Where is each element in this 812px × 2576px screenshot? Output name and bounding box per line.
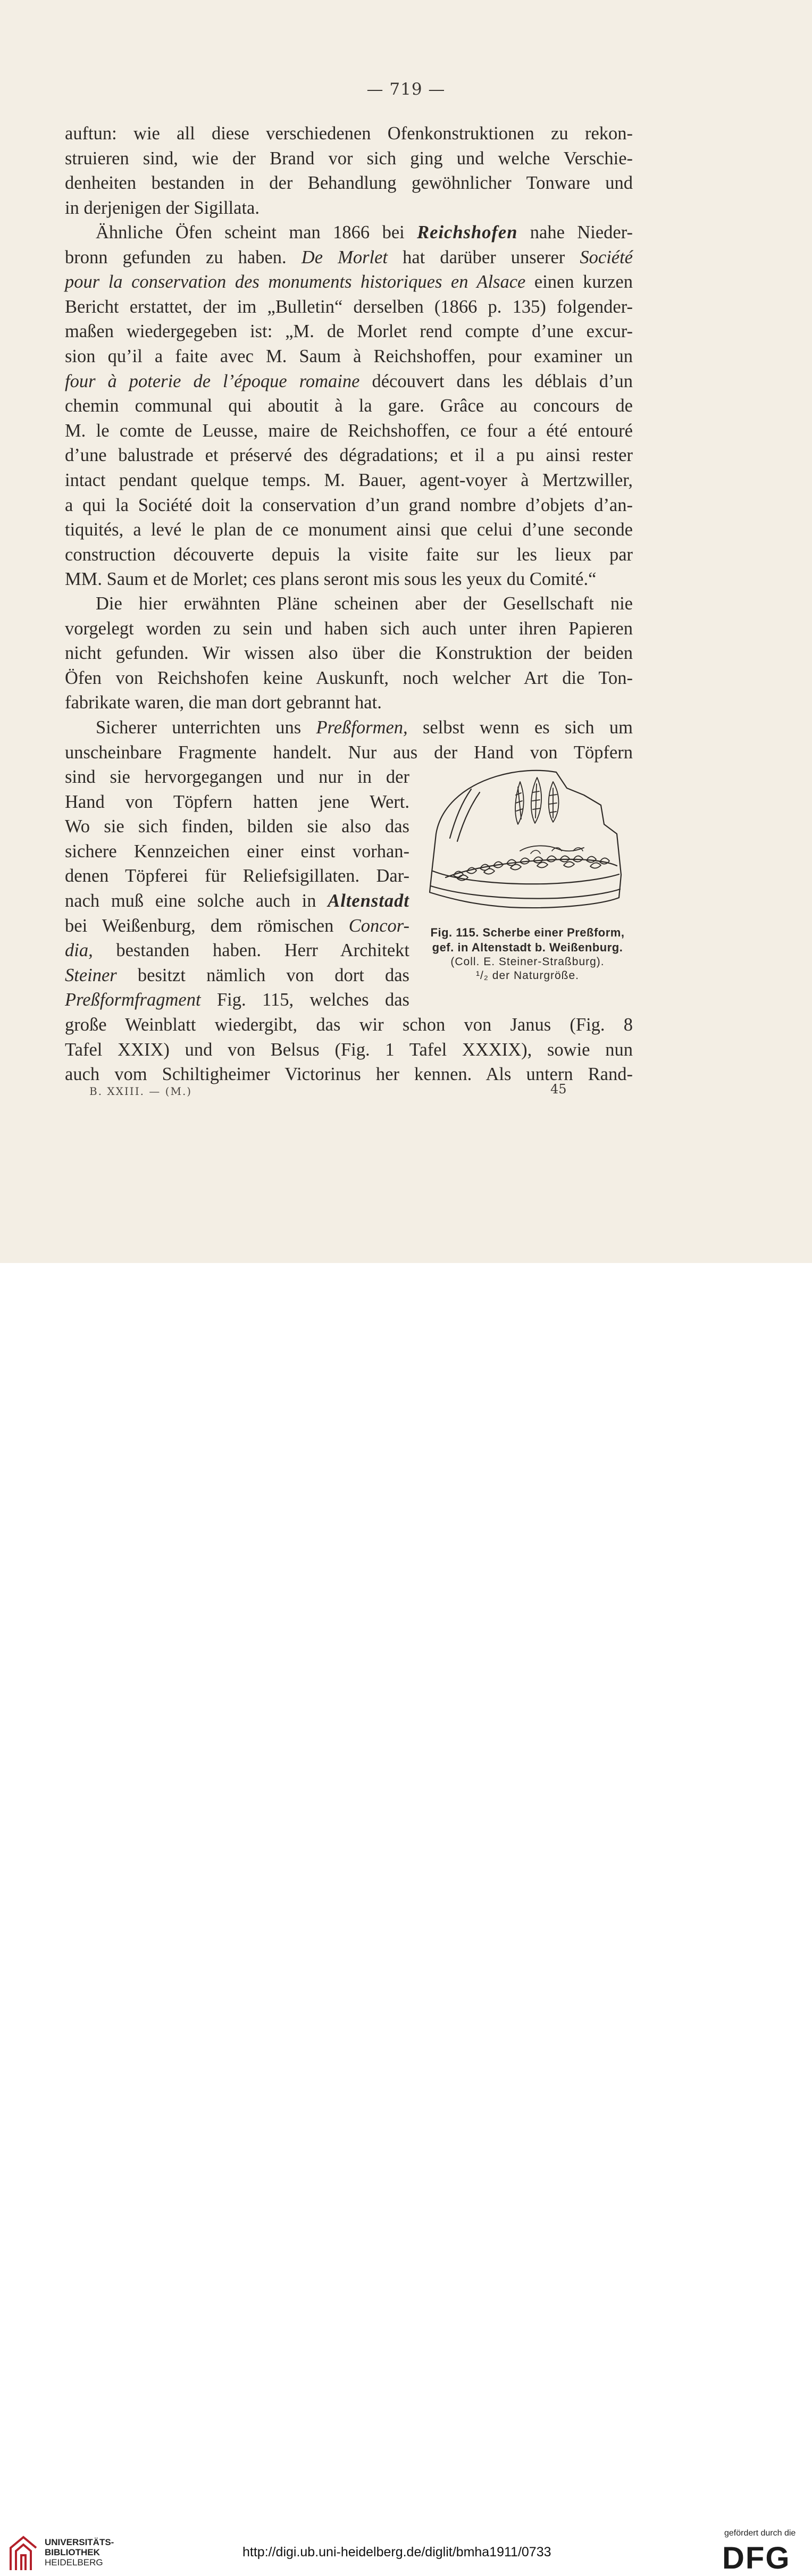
press-mould-fragment-illustration: [424, 766, 632, 933]
text-line: Hand von Töpfern hatten jene Wert.: [65, 791, 409, 812]
text-line: sind sie hervorgegangen und nur in der: [65, 767, 409, 787]
text-line: bei Weißenburg, dem römischen Concor-: [65, 915, 409, 936]
text-line: construction découverte depuis la visite faite sur les lieux par: [65, 544, 633, 565]
text-line: d’une balustrade et préservé des dégradations; et il a pu ainsi rester: [65, 445, 633, 466]
sheet-number: 45: [550, 1082, 567, 1097]
permalink-url[interactable]: http://digi.ub.uni-heidelberg.de/diglit/bmha1911/0733: [242, 2545, 551, 2560]
text-line: tiquités, a levé le plan de ce monument ainsi que celui d’une seconde: [65, 520, 633, 540]
paragraph-4-end: [65, 1013, 633, 1087]
library-logo-icon: [7, 2533, 40, 2572]
paragraph-2: [65, 220, 633, 592]
text-line: vorgelegt worden zu sein und haben sich auch unter ihren Papieren: [65, 618, 633, 639]
text-line: a qui la Société doit la conservation d’un grand nombre d’objets d’an-: [65, 495, 633, 515]
text-line: Öfen von Reichshofen keine Auskunft, noch welcher Art die Ton-: [65, 667, 633, 688]
text-line: sion qu’il a faite avec M. Saum à Reichshoffen, pour examiner un: [65, 346, 633, 366]
text-line: chemin communal qui aboutit à la gare. Grâce au concours de: [65, 396, 633, 416]
paragraph-4: [65, 715, 633, 765]
text-line: Ähnliche Öfen scheint man 1866 bei Reichshofen nahe Nieder-: [96, 222, 633, 242]
text-line: fabrikate waren, die man dort gebrannt hat.: [65, 692, 382, 713]
text-line: in derjenigen der Sigillata.: [65, 197, 259, 218]
text-line: Tafel XXIX) und von Belsus (Fig. 1 Tafel XXXIX), sowie nun: [65, 1039, 633, 1060]
caption-title: Fig. 115. Scherbe einer Preßform,: [430, 926, 625, 939]
caption-collection: (Coll. E. Steiner-Straßburg).: [450, 956, 605, 968]
library-name: UNIVERSITÄTS- BIBLIOTHEK HEIDELBERG: [45, 2537, 114, 2567]
text-line: intact pendant quelque temps. M. Bauer, agent-voyer à Mertzwiller,: [65, 470, 633, 490]
text-line: Die hier erwähnten Pläne scheinen aber der Gesellschaft nie: [96, 593, 633, 614]
printer-signature: B. XXIII. — (M.): [89, 1085, 192, 1098]
text-line: MM. Saum et de Morlet; ces plans seront mis sous les yeux du Comité.“: [65, 569, 597, 590]
text-line: denen Töpferei für Reliefsigillaten. Dar-: [65, 866, 409, 886]
text-line: Bericht erstattet, der im „Bulletin“ derselben (1866 p. 135) folgender-: [65, 296, 633, 317]
text-line: struieren sind, wie der Brand vor sich ging und welche Verschie-: [65, 148, 633, 169]
funding-note: gefördert durch die: [724, 2529, 796, 2538]
text-line: Steiner besitzt nämlich von dort das: [65, 965, 409, 985]
text-line: auftun: wie all diese verschiedenen Ofenkonstruktionen zu rekon-: [65, 123, 633, 144]
caption-location: gef. in Altenstadt b. Weißenburg.: [432, 941, 623, 954]
digitization-footer: [0, 1263, 812, 2575]
text-line: four à poterie de l’époque romaine découvert dans les déblais d’un: [65, 371, 633, 391]
text-line: nach muß eine solche auch in Altenstadt: [65, 890, 409, 911]
text-line: Preßformfragment Fig. 115, welches das: [65, 990, 409, 1010]
text-line: dia, bestanden haben. Herr Architekt: [65, 940, 409, 961]
page-number: — 719 —: [366, 80, 446, 99]
text-line: bronn gefunden zu haben. De Morlet hat darüber unserer Société: [65, 247, 633, 267]
text-line: maßen wiedergegeben ist: „M. de Morlet rend compte d’une excur-: [65, 321, 633, 342]
text-line: pour la conservation des monuments historiques en Alsace einen kurzen: [65, 272, 633, 292]
dfg-logo: DFG: [722, 2541, 791, 2575]
paragraph-4-column: [65, 765, 409, 1013]
text-line: Wo sie sich finden, bilden sie also das: [65, 816, 409, 837]
caption-scale: ¹/₂ der Naturgröße.: [475, 969, 580, 982]
figure-caption: [416, 925, 639, 983]
scanned-page: [0, 0, 812, 1263]
text-line: auch vom Schiltigheimer Victorinus her kennen. Als untern Rand-: [65, 1064, 633, 1085]
text-line: nicht gefunden. Wir wissen also über die Konstruktion der beiden: [65, 643, 633, 664]
place-name-reichshofen: Reichshofen: [417, 222, 518, 242]
place-name-altenstadt: Altenstadt: [328, 890, 409, 911]
text-line: unscheinbare Fragmente handelt. Nur aus der Hand von Töpfern: [65, 742, 633, 763]
paragraph-3: [65, 591, 633, 715]
text-line: denheiten bestanden in der Behandlung gewöhnlicher Tonware und: [65, 173, 633, 194]
paragraph-1: [65, 121, 633, 220]
text-line: M. le comte de Leusse, maire de Reichshoffen, ce four a été entouré: [65, 420, 633, 441]
text-line: große Weinblatt wiedergibt, das wir schon von Janus (Fig. 8: [65, 1015, 633, 1035]
text-line: sichere Kennzeichen einer einst vorhan-: [65, 841, 409, 862]
text-line: Sicherer unterrichten uns Preßformen, selbst wenn es sich um: [96, 717, 633, 738]
